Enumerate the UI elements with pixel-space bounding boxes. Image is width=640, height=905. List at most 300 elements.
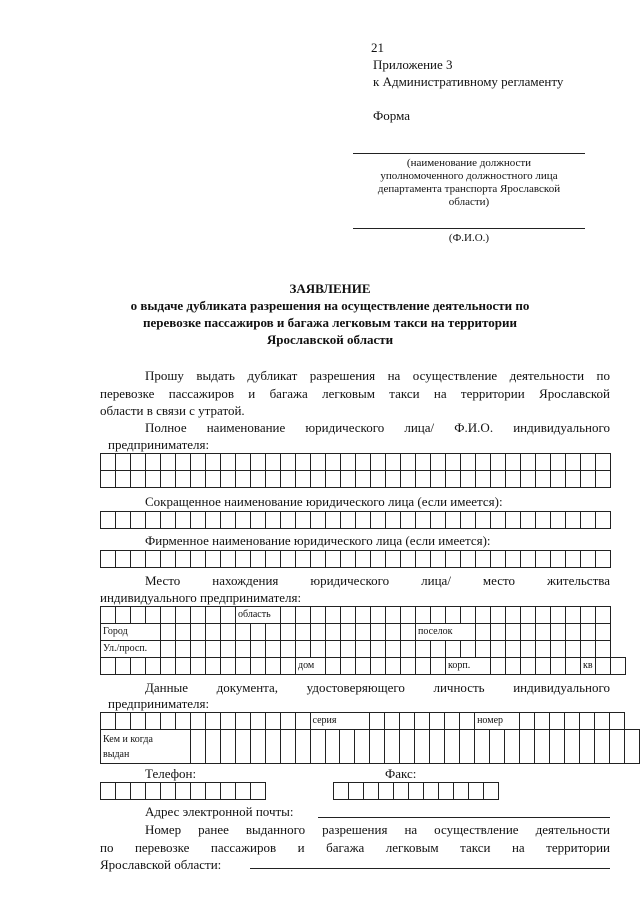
char-cell[interactable]	[439, 783, 454, 800]
char-cell[interactable]	[416, 454, 431, 471]
char-cell[interactable]	[176, 624, 191, 641]
char-cell[interactable]	[460, 730, 475, 764]
char-cell[interactable]	[281, 658, 296, 675]
char-cell[interactable]	[370, 730, 385, 764]
char-cell[interactable]	[146, 471, 161, 488]
char-cell[interactable]	[251, 783, 266, 800]
char-cell[interactable]	[476, 454, 491, 471]
grid-row[interactable]	[101, 471, 611, 488]
char-cell[interactable]	[534, 713, 549, 730]
char-cell[interactable]	[551, 454, 566, 471]
char-cell[interactable]	[236, 783, 251, 800]
char-cell[interactable]	[581, 454, 596, 471]
char-cell[interactable]	[296, 641, 311, 658]
char-cell[interactable]	[416, 551, 431, 568]
char-cell[interactable]	[491, 512, 506, 529]
char-cell[interactable]	[235, 713, 250, 730]
char-cell[interactable]	[416, 607, 431, 624]
char-cell[interactable]	[536, 658, 551, 675]
char-cell[interactable]	[356, 551, 371, 568]
char-cell[interactable]	[206, 658, 221, 675]
char-cell[interactable]	[386, 512, 401, 529]
address-city-row[interactable]	[101, 624, 626, 641]
char-cell[interactable]	[206, 454, 221, 471]
char-cell[interactable]	[521, 641, 536, 658]
char-cell[interactable]	[506, 624, 521, 641]
char-cell[interactable]	[131, 607, 146, 624]
char-cell[interactable]	[596, 454, 611, 471]
char-cell[interactable]	[400, 730, 415, 764]
char-cell[interactable]	[221, 624, 236, 641]
char-cell[interactable]	[250, 713, 265, 730]
char-cell[interactable]	[176, 607, 191, 624]
char-cell[interactable]	[161, 471, 176, 488]
short-name-grid[interactable]	[100, 511, 611, 529]
char-cell[interactable]	[536, 471, 551, 488]
char-cell[interactable]	[596, 512, 611, 529]
char-cell[interactable]	[116, 551, 131, 568]
char-cell[interactable]	[296, 551, 311, 568]
char-cell[interactable]	[236, 512, 251, 529]
char-cell[interactable]	[266, 454, 281, 471]
char-cell[interactable]	[311, 551, 326, 568]
char-cell[interactable]	[401, 658, 416, 675]
char-cell[interactable]	[506, 641, 521, 658]
char-cell[interactable]	[521, 607, 536, 624]
char-cell[interactable]	[551, 471, 566, 488]
grid-row[interactable]	[101, 454, 611, 471]
char-cell[interactable]	[311, 454, 326, 471]
char-cell[interactable]	[356, 607, 371, 624]
char-cell[interactable]	[326, 471, 341, 488]
recipient-position-line[interactable]	[353, 153, 585, 154]
char-cell[interactable]	[251, 454, 266, 471]
char-cell[interactable]	[491, 607, 506, 624]
char-cell[interactable]	[101, 551, 116, 568]
char-cell[interactable]	[146, 783, 161, 800]
char-cell[interactable]	[146, 607, 161, 624]
char-cell[interactable]	[506, 607, 521, 624]
char-cell[interactable]	[415, 730, 430, 764]
char-cell[interactable]	[266, 551, 281, 568]
char-cell[interactable]	[506, 454, 521, 471]
char-cell[interactable]	[431, 658, 446, 675]
char-cell[interactable]	[551, 551, 566, 568]
char-cell[interactable]	[596, 607, 611, 624]
char-cell[interactable]	[161, 658, 176, 675]
char-cell[interactable]	[296, 454, 311, 471]
char-cell[interactable]	[385, 730, 400, 764]
char-cell[interactable]	[236, 454, 251, 471]
char-cell[interactable]	[594, 713, 609, 730]
char-cell[interactable]	[446, 641, 461, 658]
char-cell[interactable]	[386, 607, 401, 624]
char-cell[interactable]	[221, 471, 236, 488]
char-cell[interactable]	[341, 641, 356, 658]
char-cell[interactable]	[341, 624, 356, 641]
char-cell[interactable]	[296, 607, 311, 624]
char-cell[interactable]	[220, 713, 235, 730]
grid-row[interactable]	[101, 512, 611, 529]
char-cell[interactable]	[146, 512, 161, 529]
address-region-row[interactable]	[101, 607, 626, 624]
char-cell[interactable]	[491, 641, 506, 658]
char-cell[interactable]	[295, 730, 310, 764]
char-cell[interactable]	[461, 512, 476, 529]
char-cell[interactable]	[364, 783, 379, 800]
char-cell[interactable]	[581, 607, 596, 624]
char-cell[interactable]	[521, 454, 536, 471]
char-cell[interactable]	[206, 551, 221, 568]
char-cell[interactable]	[266, 471, 281, 488]
char-cell[interactable]	[116, 783, 131, 800]
char-cell[interactable]	[461, 551, 476, 568]
char-cell[interactable]	[131, 551, 146, 568]
char-cell[interactable]	[251, 471, 266, 488]
char-cell[interactable]	[101, 512, 116, 529]
char-cell[interactable]	[326, 512, 341, 529]
char-cell[interactable]	[566, 471, 581, 488]
char-cell[interactable]	[326, 641, 341, 658]
char-cell[interactable]	[175, 713, 190, 730]
char-cell[interactable]	[326, 624, 341, 641]
char-cell[interactable]	[371, 512, 386, 529]
char-cell[interactable]	[355, 730, 370, 764]
char-cell[interactable]	[385, 713, 400, 730]
char-cell[interactable]	[596, 471, 611, 488]
char-cell[interactable]	[205, 730, 220, 764]
char-cell[interactable]	[564, 730, 579, 764]
char-cell[interactable]	[221, 783, 236, 800]
char-cell[interactable]	[296, 512, 311, 529]
char-cell[interactable]	[566, 641, 581, 658]
char-cell[interactable]	[536, 641, 551, 658]
char-cell[interactable]	[341, 512, 356, 529]
char-cell[interactable]	[101, 454, 116, 471]
char-cell[interactable]	[101, 783, 116, 800]
char-cell[interactable]	[251, 641, 266, 658]
char-cell[interactable]	[491, 454, 506, 471]
char-cell[interactable]	[379, 783, 394, 800]
char-cell[interactable]	[161, 641, 176, 658]
char-cell[interactable]	[371, 471, 386, 488]
char-cell[interactable]	[266, 641, 281, 658]
char-cell[interactable]	[431, 512, 446, 529]
char-cell[interactable]	[160, 713, 175, 730]
char-cell[interactable]	[236, 658, 251, 675]
char-cell[interactable]	[520, 730, 535, 764]
char-cell[interactable]	[176, 471, 191, 488]
brand-name-grid[interactable]	[100, 550, 611, 568]
char-cell[interactable]	[536, 607, 551, 624]
char-cell[interactable]	[221, 658, 236, 675]
char-cell[interactable]	[311, 624, 326, 641]
char-cell[interactable]	[609, 730, 624, 764]
char-cell[interactable]	[596, 658, 611, 675]
char-cell[interactable]	[190, 730, 205, 764]
char-cell[interactable]	[386, 471, 401, 488]
char-cell[interactable]	[101, 658, 116, 675]
char-cell[interactable]	[431, 607, 446, 624]
char-cell[interactable]	[401, 551, 416, 568]
char-cell[interactable]	[191, 783, 206, 800]
char-cell[interactable]	[281, 471, 296, 488]
char-cell[interactable]	[281, 624, 296, 641]
char-cell[interactable]	[476, 551, 491, 568]
char-cell[interactable]	[116, 607, 131, 624]
char-cell[interactable]	[341, 658, 356, 675]
char-cell[interactable]	[191, 551, 206, 568]
char-cell[interactable]	[191, 641, 206, 658]
char-cell[interactable]	[191, 454, 206, 471]
char-cell[interactable]	[161, 624, 176, 641]
char-cell[interactable]	[190, 713, 205, 730]
char-cell[interactable]	[476, 641, 491, 658]
char-cell[interactable]	[280, 713, 295, 730]
char-cell[interactable]	[446, 454, 461, 471]
char-cell[interactable]	[475, 730, 490, 764]
grid-row[interactable]	[101, 551, 611, 568]
char-cell[interactable]	[566, 551, 581, 568]
char-cell[interactable]	[431, 454, 446, 471]
char-cell[interactable]	[521, 624, 536, 641]
char-cell[interactable]	[341, 551, 356, 568]
char-cell[interactable]	[551, 658, 566, 675]
char-cell[interactable]	[371, 607, 386, 624]
char-cell[interactable]	[206, 624, 221, 641]
char-cell[interactable]	[536, 512, 551, 529]
char-cell[interactable]	[581, 641, 596, 658]
char-cell[interactable]	[596, 641, 611, 658]
char-cell[interactable]	[251, 658, 266, 675]
recipient-fio-line[interactable]	[353, 228, 585, 229]
char-cell[interactable]	[356, 641, 371, 658]
char-cell[interactable]	[566, 454, 581, 471]
char-cell[interactable]	[491, 471, 506, 488]
char-cell[interactable]	[221, 512, 236, 529]
char-cell[interactable]	[505, 730, 520, 764]
char-cell[interactable]	[549, 713, 564, 730]
char-cell[interactable]	[461, 471, 476, 488]
char-cell[interactable]	[341, 471, 356, 488]
char-cell[interactable]	[534, 730, 549, 764]
char-cell[interactable]	[409, 783, 424, 800]
char-cell[interactable]	[265, 713, 280, 730]
char-cell[interactable]	[356, 471, 371, 488]
char-cell[interactable]	[146, 658, 161, 675]
char-cell[interactable]	[401, 512, 416, 529]
char-cell[interactable]	[581, 551, 596, 568]
char-cell[interactable]	[326, 454, 341, 471]
phone-grid[interactable]	[100, 782, 266, 800]
char-cell[interactable]	[176, 512, 191, 529]
char-cell[interactable]	[371, 454, 386, 471]
char-cell[interactable]	[161, 607, 176, 624]
char-cell[interactable]	[221, 454, 236, 471]
char-cell[interactable]	[236, 641, 251, 658]
char-cell[interactable]	[161, 454, 176, 471]
char-cell[interactable]	[296, 624, 311, 641]
char-cell[interactable]	[281, 551, 296, 568]
char-cell[interactable]	[401, 641, 416, 658]
char-cell[interactable]	[131, 471, 146, 488]
char-cell[interactable]	[191, 624, 206, 641]
char-cell[interactable]	[446, 607, 461, 624]
char-cell[interactable]	[566, 512, 581, 529]
char-cell[interactable]	[206, 641, 221, 658]
char-cell[interactable]	[461, 454, 476, 471]
char-cell[interactable]	[356, 454, 371, 471]
char-cell[interactable]	[460, 713, 475, 730]
char-cell[interactable]	[401, 454, 416, 471]
char-cell[interactable]	[386, 658, 401, 675]
char-cell[interactable]	[536, 551, 551, 568]
address-house-row[interactable]	[101, 658, 626, 675]
char-cell[interactable]	[101, 471, 116, 488]
char-cell[interactable]	[310, 730, 325, 764]
char-cell[interactable]	[401, 607, 416, 624]
document-series-row[interactable]	[101, 713, 640, 730]
char-cell[interactable]	[490, 730, 505, 764]
char-cell[interactable]	[341, 454, 356, 471]
char-cell[interactable]	[356, 658, 371, 675]
char-cell[interactable]	[521, 658, 536, 675]
char-cell[interactable]	[566, 607, 581, 624]
char-cell[interactable]	[491, 658, 506, 675]
char-cell[interactable]	[596, 551, 611, 568]
char-cell[interactable]	[115, 713, 130, 730]
char-cell[interactable]	[281, 641, 296, 658]
char-cell[interactable]	[176, 658, 191, 675]
char-cell[interactable]	[176, 454, 191, 471]
char-cell[interactable]	[161, 551, 176, 568]
char-cell[interactable]	[206, 607, 221, 624]
char-cell[interactable]	[400, 713, 415, 730]
char-cell[interactable]	[454, 783, 469, 800]
char-cell[interactable]	[551, 512, 566, 529]
char-cell[interactable]	[506, 512, 521, 529]
char-cell[interactable]	[161, 512, 176, 529]
char-cell[interactable]	[356, 512, 371, 529]
char-cell[interactable]	[326, 551, 341, 568]
char-cell[interactable]	[551, 624, 566, 641]
char-cell[interactable]	[116, 658, 131, 675]
char-cell[interactable]	[611, 658, 626, 675]
char-cell[interactable]	[430, 713, 445, 730]
char-cell[interactable]	[356, 624, 371, 641]
char-cell[interactable]	[430, 730, 445, 764]
char-cell[interactable]	[476, 512, 491, 529]
char-cell[interactable]	[401, 624, 416, 641]
char-cell[interactable]	[101, 607, 116, 624]
char-cell[interactable]	[206, 512, 221, 529]
email-field[interactable]	[318, 817, 610, 818]
grid-row[interactable]	[101, 783, 266, 800]
char-cell[interactable]	[579, 730, 594, 764]
char-cell[interactable]	[445, 713, 460, 730]
char-cell[interactable]	[370, 713, 385, 730]
grid-row[interactable]	[334, 783, 499, 800]
char-cell[interactable]	[401, 471, 416, 488]
char-cell[interactable]	[250, 730, 265, 764]
char-cell[interactable]	[506, 471, 521, 488]
char-cell[interactable]	[251, 512, 266, 529]
char-cell[interactable]	[235, 730, 250, 764]
char-cell[interactable]	[506, 551, 521, 568]
char-cell[interactable]	[146, 454, 161, 471]
char-cell[interactable]	[536, 454, 551, 471]
char-cell[interactable]	[536, 624, 551, 641]
char-cell[interactable]	[431, 551, 446, 568]
char-cell[interactable]	[476, 624, 491, 641]
char-cell[interactable]	[265, 730, 280, 764]
char-cell[interactable]	[130, 713, 145, 730]
char-cell[interactable]	[311, 471, 326, 488]
address-grid[interactable]	[100, 606, 626, 675]
char-cell[interactable]	[221, 551, 236, 568]
char-cell[interactable]	[266, 512, 281, 529]
char-cell[interactable]	[131, 512, 146, 529]
char-cell[interactable]	[236, 551, 251, 568]
char-cell[interactable]	[251, 624, 266, 641]
char-cell[interactable]	[609, 713, 624, 730]
char-cell[interactable]	[311, 512, 326, 529]
char-cell[interactable]	[371, 658, 386, 675]
char-cell[interactable]	[281, 607, 296, 624]
char-cell[interactable]	[236, 471, 251, 488]
char-cell[interactable]	[476, 471, 491, 488]
char-cell[interactable]	[176, 641, 191, 658]
char-cell[interactable]	[461, 641, 476, 658]
char-cell[interactable]	[266, 658, 281, 675]
char-cell[interactable]	[445, 730, 460, 764]
char-cell[interactable]	[349, 783, 364, 800]
char-cell[interactable]	[624, 730, 639, 764]
char-cell[interactable]	[101, 713, 116, 730]
char-cell[interactable]	[205, 713, 220, 730]
char-cell[interactable]	[394, 783, 409, 800]
full-name-grid[interactable]	[100, 453, 611, 488]
char-cell[interactable]	[446, 471, 461, 488]
char-cell[interactable]	[431, 471, 446, 488]
char-cell[interactable]	[521, 471, 536, 488]
char-cell[interactable]	[549, 730, 564, 764]
char-cell[interactable]	[564, 713, 579, 730]
char-cell[interactable]	[326, 658, 341, 675]
char-cell[interactable]	[461, 607, 476, 624]
char-cell[interactable]	[416, 658, 431, 675]
char-cell[interactable]	[551, 607, 566, 624]
char-cell[interactable]	[311, 641, 326, 658]
char-cell[interactable]	[416, 471, 431, 488]
char-cell[interactable]	[431, 641, 446, 658]
char-cell[interactable]	[446, 551, 461, 568]
char-cell[interactable]	[206, 471, 221, 488]
char-cell[interactable]	[581, 624, 596, 641]
char-cell[interactable]	[116, 454, 131, 471]
char-cell[interactable]	[280, 730, 295, 764]
char-cell[interactable]	[161, 783, 176, 800]
char-cell[interactable]	[131, 454, 146, 471]
char-cell[interactable]	[424, 783, 439, 800]
char-cell[interactable]	[594, 730, 609, 764]
char-cell[interactable]	[191, 658, 206, 675]
char-cell[interactable]	[131, 658, 146, 675]
char-cell[interactable]	[266, 624, 281, 641]
char-cell[interactable]	[296, 471, 311, 488]
char-cell[interactable]	[551, 641, 566, 658]
char-cell[interactable]	[281, 512, 296, 529]
